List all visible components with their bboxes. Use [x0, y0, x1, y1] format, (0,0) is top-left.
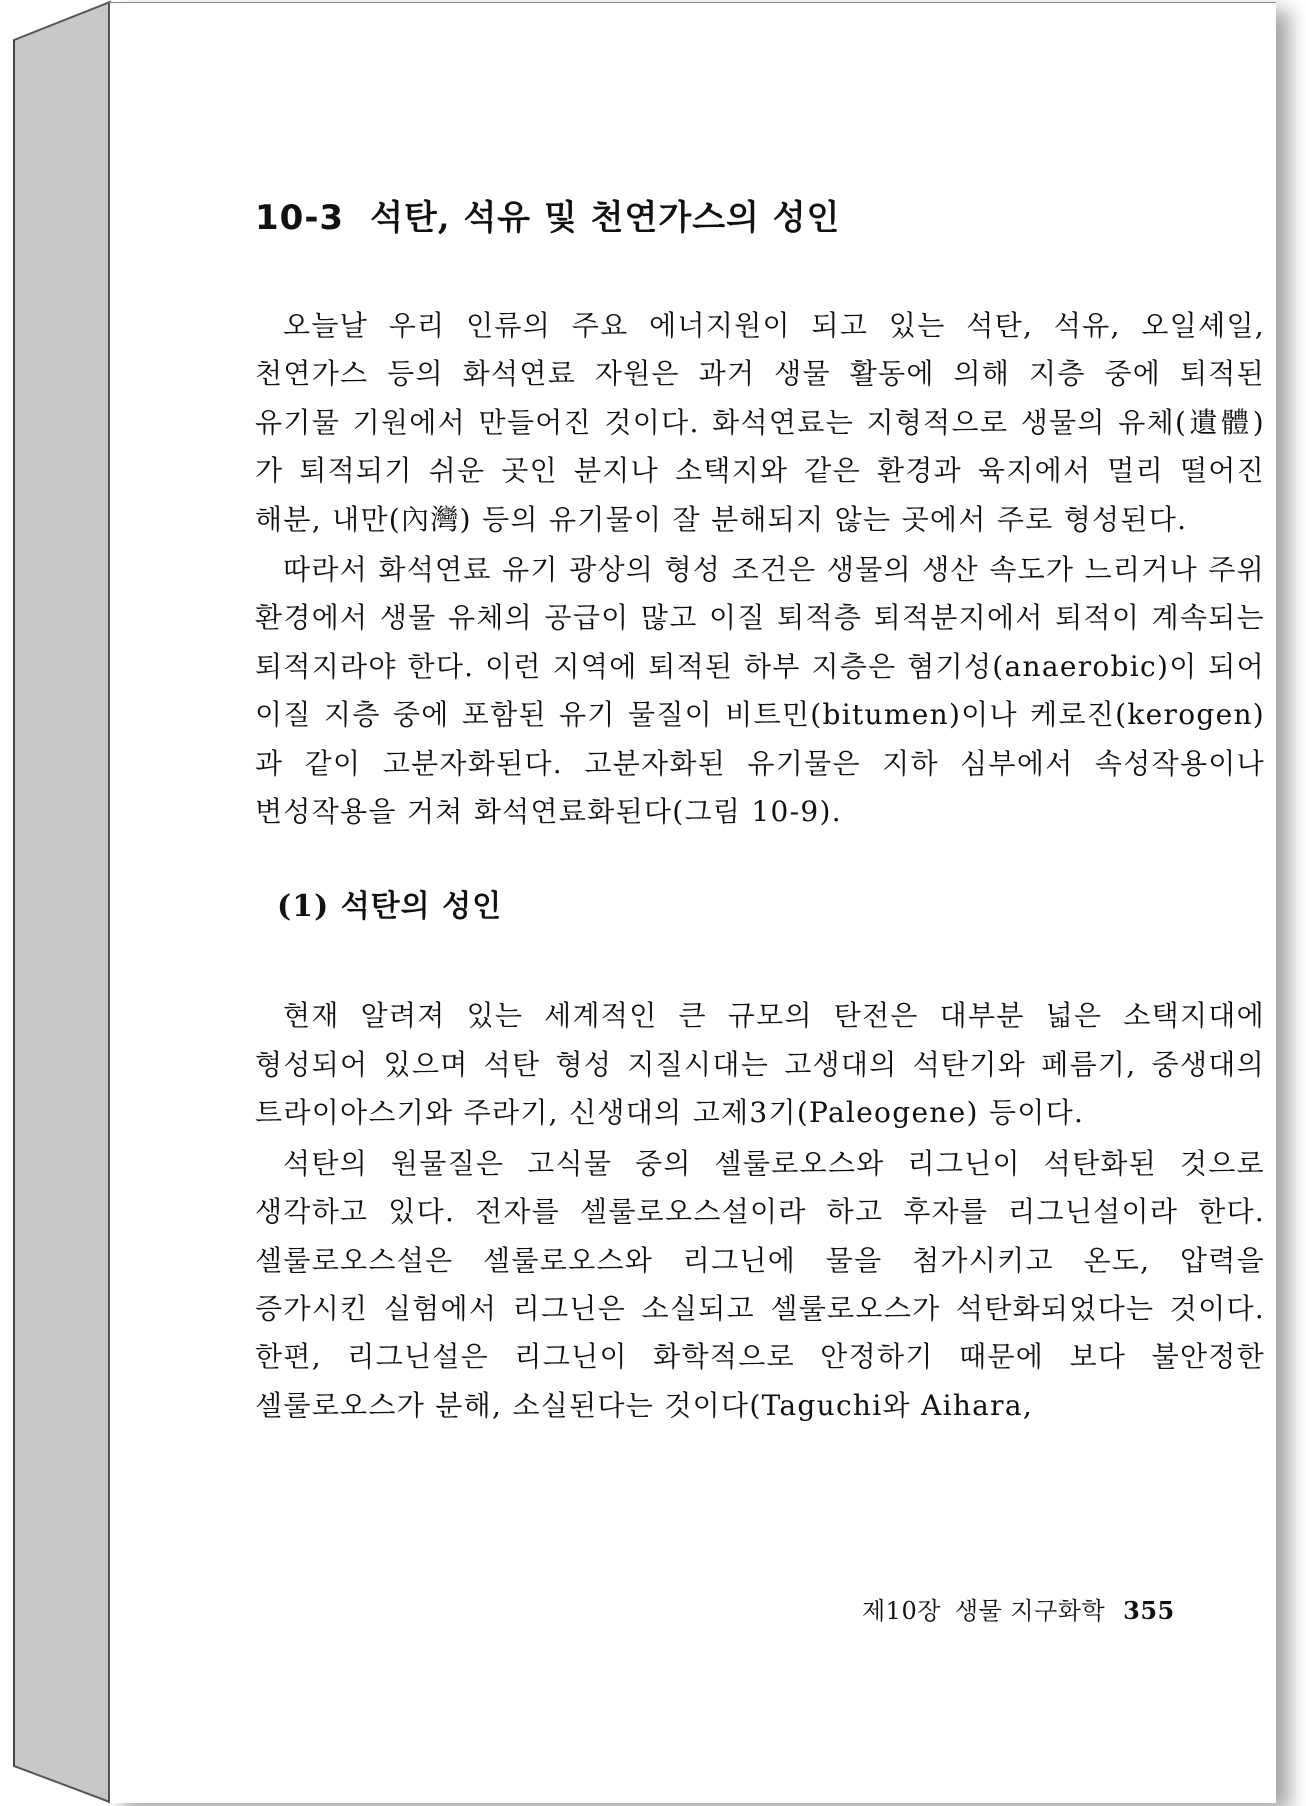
page-content	[255, 186, 1265, 1430]
section-heading	[255, 186, 1265, 250]
footer-chapter-title: 생물 지구화학	[954, 1597, 1106, 1625]
section-title: 석탄, 석유 및 천연가스의 성인	[370, 198, 841, 238]
footer-chapter: 제10장	[862, 1597, 941, 1625]
paragraph: 오늘날 우리 인류의 주요 에너지원이 되고 있는 석탄, 석유, 오일셰일, 천연가스 등의 화석연료 자원은 과거 생물 활동에 의해 지층 중에 퇴적된 유기물 기원에서 만들어진 것이다. 화석연료는 지형적으로 생물의 유체(遺體)가 퇴적되기 쉬운 곳인 분지나 소택지와 같은 환경과 육지에서 멀리 떨어진 해분, 내만(內灣) 등의 유기물이 잘 분해되지 않는 곳에서 주로 형성된다.	[255, 309, 1265, 536]
paragraph: 따라서 화석연료 유기 광상의 형성 조건은 생물의 생산 속도가 느리거나 주위 환경에서 생물 유체의 공급이 많고 이질 퇴적층 퇴적분지에서 퇴적이 계속되는 퇴적지라야 한다. 이런 지역에 퇴적된 하부 지층은 혐기성(anaerobic)이 되어 이질 지층 중에 포함된 유기 물질이 비트민(bitumen)이나 케로진(kerogen)과 같이 고분자화된다. 고분자화된 유기물은 지하 심부에서 속성작용이나 변성작용을 거쳐 화석연료화된다(그림 10-9).	[255, 553, 1265, 829]
paragraph: 현재 알려져 있는 세계적인 큰 규모의 탄전은 대부분 넓은 소택지대에 형성되어 있으며 석탄 형성 지질시대는 고생대의 석탄기와 페름기, 중생대의 트라이아스기와 주라기, 신생대의 고제3기(Paleogene) 등이다.	[255, 999, 1265, 1130]
paragraph: 석탄의 원물질은 고식물 중의 셀룰로오스와 리그닌이 석탄화된 것으로 생각하고 있다. 전자를 셀룰로오스설이라 하고 후자를 리그닌설이라 한다. 셀룰로오스설은 셀룰로오스와 리그닌에 물을 첨가시키고 온도, 압력을 증가시킨 실험에서 리그닌은 소실되고 셀룰로오스가 석탄화되었다는 것이다. 한편, 리그닌설은 리그닌이 화학적으로 안정하기 때문에 보다 불안정한 셀룰로오스가 분해, 소실된다는 것이다(Taguchi와 Aihara,	[255, 1146, 1265, 1422]
book-page	[108, 2, 1276, 1803]
section-number: 10-3	[255, 198, 345, 238]
page-footer	[862, 1591, 1175, 1631]
page-number: 355	[1123, 1596, 1175, 1625]
subsection-heading: (1) 석탄의 성인	[277, 889, 503, 925]
